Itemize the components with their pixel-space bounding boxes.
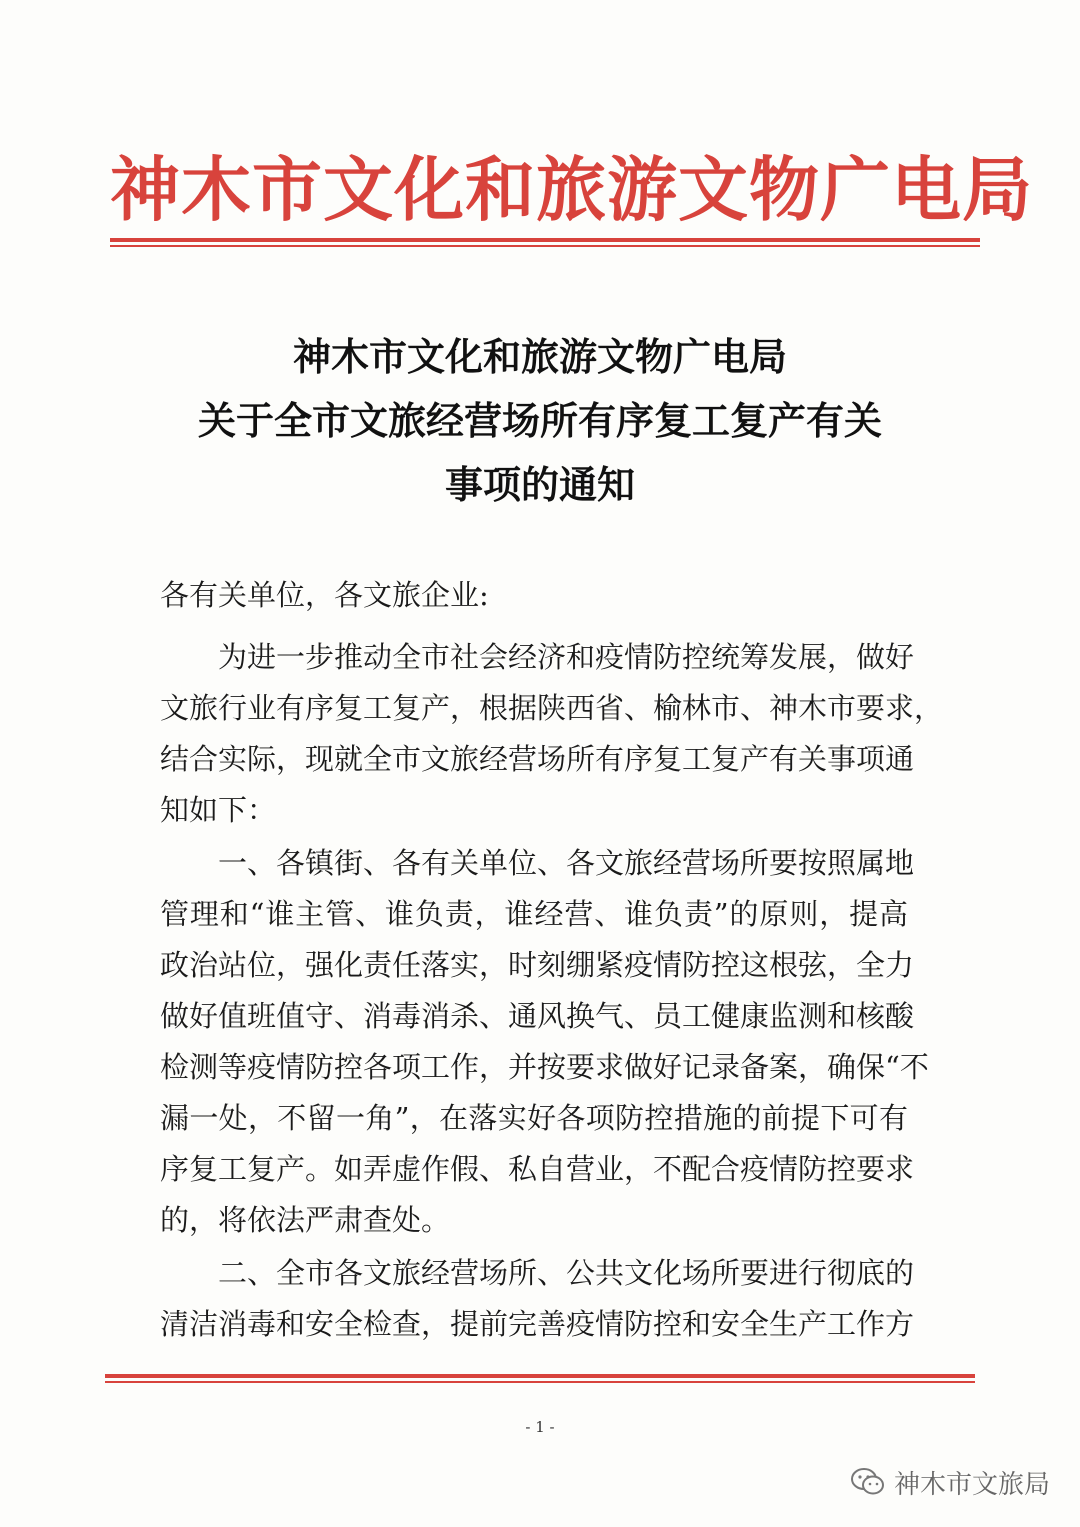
body-line: 序复工复产。如弄虚作假、私自营业，不配合疫情防控要求 [160,1152,915,1186]
body-line: 做好值班值守、消毒消杀、通风换气、员工健康监测和核酸 [160,999,915,1033]
body-line: 管理和“谁主管、谁负责，谁经营、谁负责”的原则，提高 [160,897,908,931]
notice-title-line-2: 关于全市文旅经营场所有序复工复产有关 [197,398,882,443]
notice-title-line-1: 神木市文化和旅游文物广电局 [292,334,787,379]
page-number: - 1 - [525,1418,555,1436]
wechat-watermark [850,1462,1050,1502]
body-line: 文旅行业有序复工复产，根据陕西省、榆林市、神木市要求， [160,691,944,725]
watermark-label: 神木市文旅局 [893,1469,1050,1500]
body-line: 为进一步推动全市社会经济和疫情防控统筹发展，做好 [218,640,915,674]
body-line: 结合实际，现就全市文旅经营场所有序复工复产有关事项通 [160,742,915,776]
salutation: 各有关单位，各文旅企业: [160,578,489,612]
body-line: 知如下： [160,793,277,827]
body-line: 一、各镇街、各有关单位、各文旅经营场所要按照属地 [218,846,915,880]
footer-rule [105,1374,975,1378]
body-line: 政治站位，强化责任落实，时刻绷紧疫情防控这根弦，全力 [160,948,915,982]
body-line: 的，将依法严肃查处。 [160,1203,451,1237]
body-line: 漏一处，不留一角”，在落实好各项防控措施的前提下可有 [160,1101,908,1135]
letterhead-rule-thin [110,245,980,247]
letterhead-title: 神木市文化和旅游文物广电局 [110,148,1033,231]
body-line: 检测等疫情防控各项工作，并按要求做好记录备案，确保“不 [160,1050,929,1084]
body-line: 二、全市各文旅经营场所、公共文化场所要进行彻底的 [218,1256,915,1290]
letterhead-rule [110,238,980,242]
wechat-icon [850,1467,886,1497]
footer-rule-thin [105,1381,975,1383]
body-line: 清洁消毒和安全检查，提前完善疫情防控和安全生产工作方 [160,1307,915,1341]
notice-title-line-3: 事项的通知 [444,462,635,507]
